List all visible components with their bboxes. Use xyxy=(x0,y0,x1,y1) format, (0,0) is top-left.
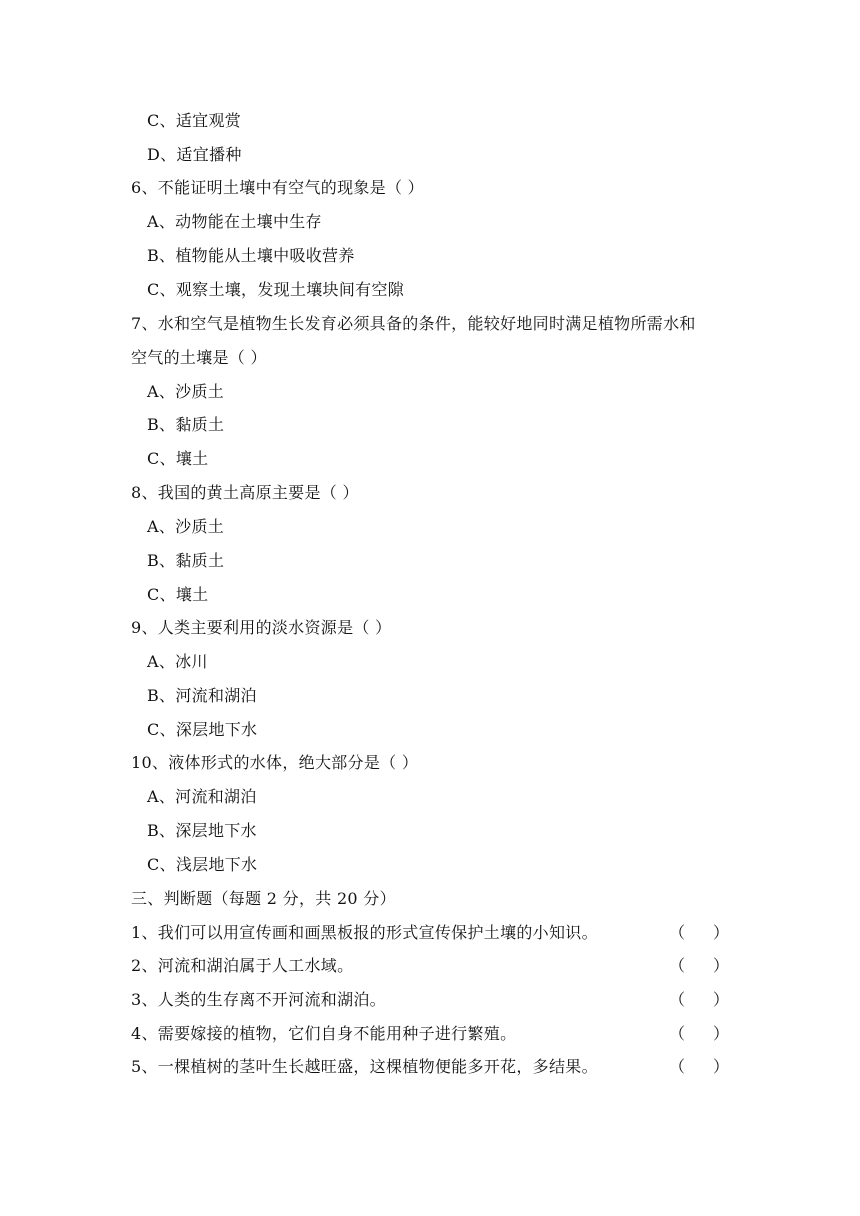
paren-open: （ xyxy=(669,923,686,942)
answer-blank xyxy=(669,955,729,977)
option-text: B、河流和湖泊 xyxy=(147,686,257,705)
answer-blank xyxy=(669,989,729,1011)
question-text: 空气的土壤是（ ） xyxy=(131,348,267,367)
option-text: A、河流和湖泊 xyxy=(147,787,257,806)
paren-open: （ xyxy=(669,1024,686,1043)
option-text: C、壤土 xyxy=(147,449,209,468)
option-text: D、适宜播种 xyxy=(147,145,242,164)
true-false-item: 5、一棵植树的茎叶生长越旺盛，这棵植物便能多开花，多结果。 xyxy=(131,1057,598,1076)
paren-close: ） xyxy=(712,923,729,942)
option-text: B、深层地下水 xyxy=(147,821,257,840)
option-text: B、黏质土 xyxy=(147,415,225,434)
option-text: C、深层地下水 xyxy=(147,720,258,739)
paren-open: （ xyxy=(669,956,686,975)
option-text: C、浅层地下水 xyxy=(147,855,258,874)
option-text: C、壤土 xyxy=(147,585,209,604)
option-text: A、沙质土 xyxy=(147,517,225,536)
question-text: 8、我国的黄土高原主要是（ ） xyxy=(131,483,359,502)
option-text: C、适宜观赏 xyxy=(147,111,242,130)
option-text: B、植物能从土壤中吸收营养 xyxy=(147,246,355,265)
question-text: 10、液体形式的水体，绝大部分是（ ） xyxy=(131,753,419,772)
paren-open: （ xyxy=(669,1057,686,1076)
true-false-item: 3、人类的生存离不开河流和湖泊。 xyxy=(131,990,386,1009)
option-text: B、黏质土 xyxy=(147,551,225,570)
question-text: 7、水和空气是植物生长发育必须具备的条件，能较好地同时满足植物所需水和 xyxy=(131,314,696,333)
question-text: 6、不能证明土壤中有空气的现象是（ ） xyxy=(131,178,424,197)
answer-blank xyxy=(669,922,729,944)
true-false-item: 1、我们可以用宣传画和画黑板报的形式宣传保护土壤的小知识。 xyxy=(131,923,598,942)
option-text: C、观察土壤，发现土壤块间有空隙 xyxy=(147,280,405,299)
paren-close: ） xyxy=(712,1024,729,1043)
answer-blank xyxy=(669,1023,729,1045)
paren-close: ） xyxy=(712,990,729,1009)
paren-open: （ xyxy=(669,990,686,1009)
section-heading: 三、判断题（每题 2 分，共 20 分） xyxy=(131,889,396,908)
answer-blank xyxy=(669,1056,729,1078)
question-text: 9、人类主要利用的淡水资源是（ ） xyxy=(131,618,392,637)
paren-close: ） xyxy=(712,1057,729,1076)
true-false-item: 4、需要嫁接的植物，它们自身不能用种子进行繁殖。 xyxy=(131,1024,517,1043)
option-text: A、动物能在土壤中生存 xyxy=(147,212,322,231)
paren-close: ） xyxy=(712,956,729,975)
option-text: A、冰川 xyxy=(147,652,208,671)
option-text: A、沙质土 xyxy=(147,382,225,401)
true-false-item: 2、河流和湖泊属于人工水域。 xyxy=(131,956,354,975)
